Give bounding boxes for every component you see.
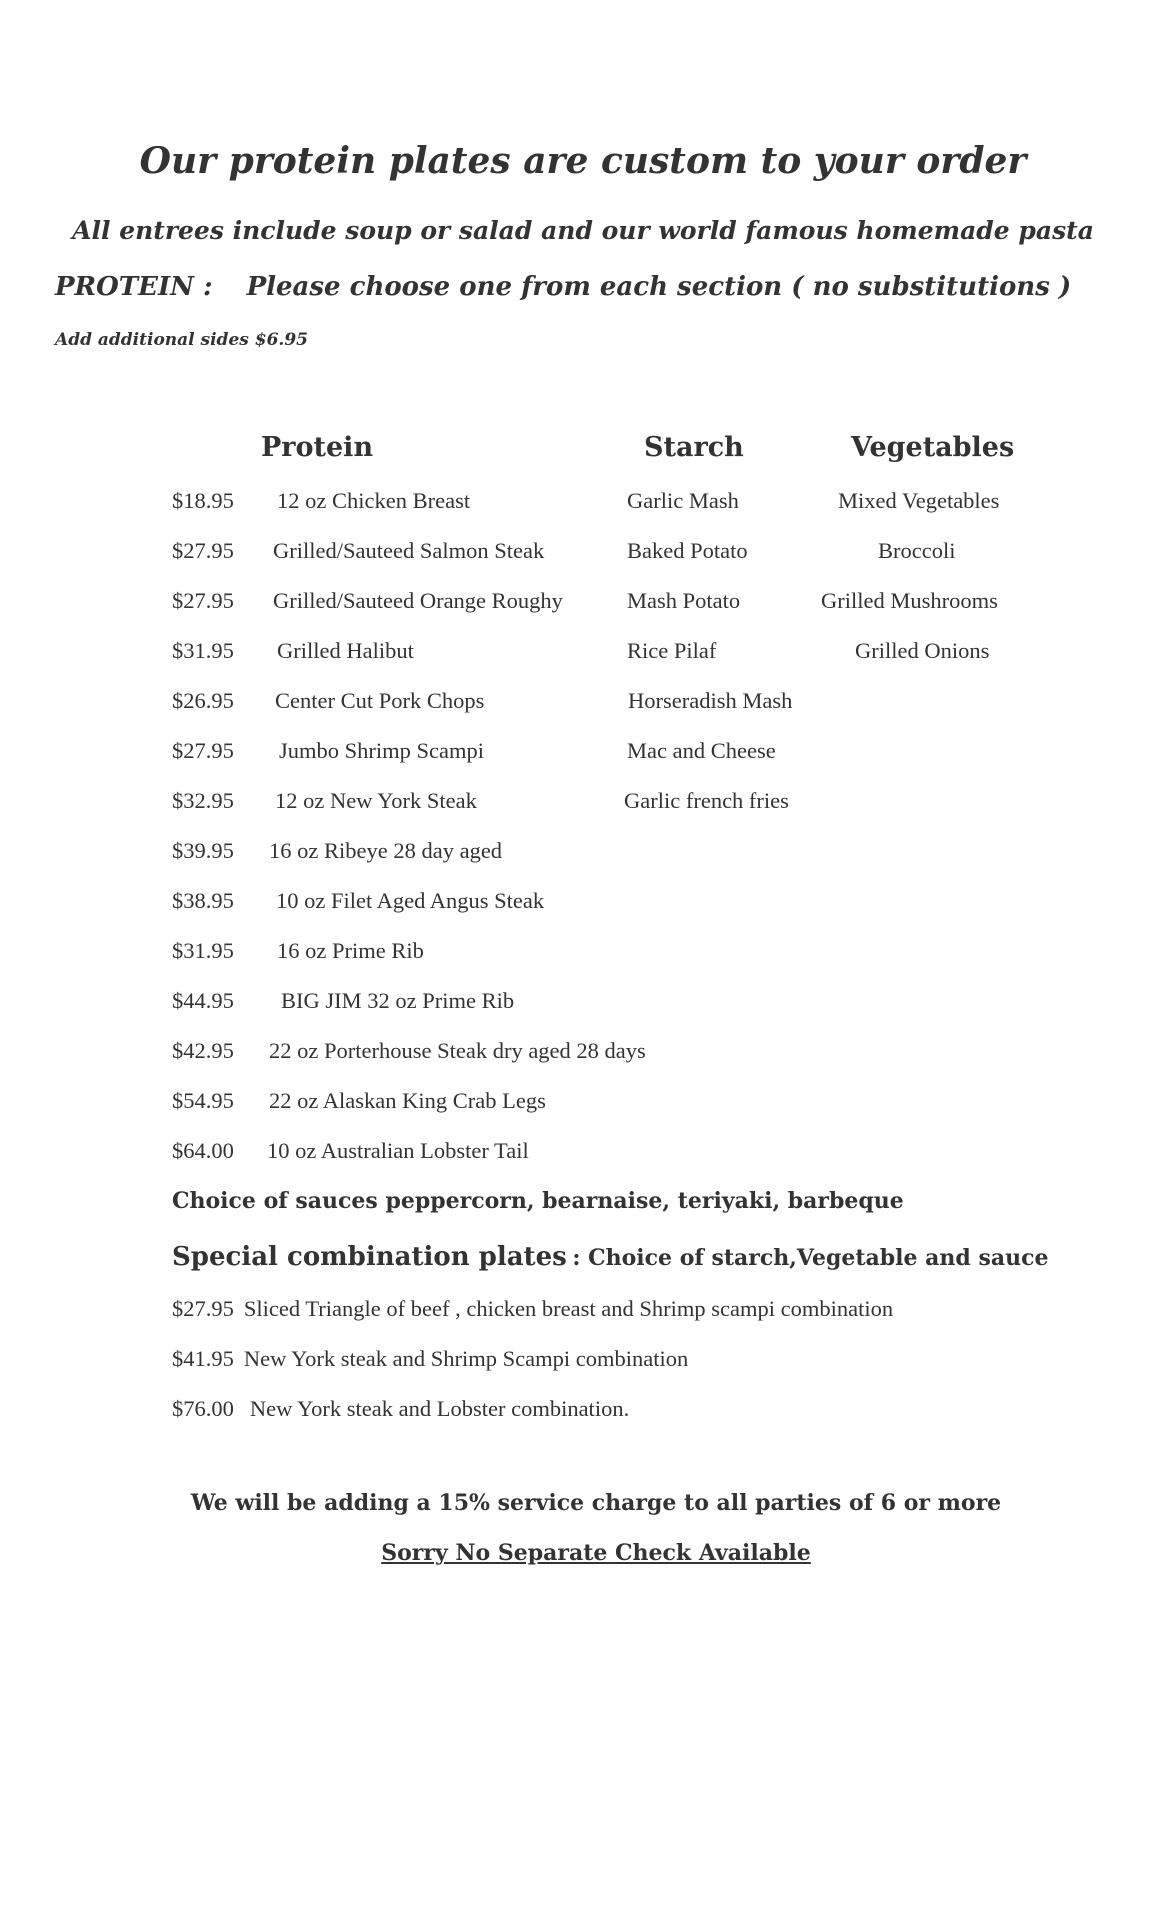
combination-price: $27.95 bbox=[172, 1296, 234, 1321]
protein-price: $32.95 bbox=[172, 788, 234, 813]
starch-item: Horseradish Mash bbox=[628, 688, 793, 713]
starch-item: Garlic french fries bbox=[624, 788, 789, 813]
combination-item bbox=[172, 1346, 688, 1372]
protein-price: $26.95 bbox=[172, 688, 234, 713]
column-header-protein: Protein bbox=[261, 432, 374, 463]
special-combination-heading bbox=[172, 1242, 1049, 1272]
protein-name: 12 oz Chicken Breast bbox=[277, 488, 471, 513]
protein-price: $27.95 bbox=[172, 538, 234, 563]
combination-item bbox=[172, 1296, 893, 1322]
protein-price: $44.95 bbox=[172, 988, 234, 1013]
protein-name: 10 oz Filet Aged Angus Steak bbox=[276, 888, 545, 913]
page-title: Our protein plates are custom to your order bbox=[139, 140, 1027, 182]
protein-price: $39.95 bbox=[172, 838, 234, 863]
combination-name: New York steak and Shrimp Scampi combination bbox=[243, 1346, 689, 1371]
protein-name: 10 oz Australian Lobster Tail bbox=[267, 1138, 529, 1163]
sauces-note: Choice of sauces peppercorn, bearnaise, teriyaki, barbeque bbox=[172, 1188, 904, 1214]
protein-name: 16 oz Prime Rib bbox=[277, 938, 424, 963]
protein-name: 16 oz Ribeye 28 day aged bbox=[269, 838, 503, 863]
entrees-note: All entrees include soup or salad and our world famous homemade pasta bbox=[72, 216, 1094, 245]
protein-name: Grilled Halibut bbox=[277, 638, 414, 663]
combination-name: Sliced Triangle of beef , chicken breast and Shrimp scampi combination bbox=[243, 1296, 894, 1321]
service-charge-note: We will be adding a 15% service charge to all parties of 6 or more bbox=[190, 1490, 1002, 1516]
protein-name: 12 oz New York Steak bbox=[275, 788, 477, 813]
protein-price: $31.95 bbox=[172, 638, 234, 663]
special-title: Special combination plates bbox=[172, 1242, 567, 1272]
protein-price: $18.95 bbox=[172, 488, 234, 513]
protein-name: Center Cut Pork Chops bbox=[275, 688, 485, 713]
vegetable-item: Mixed Vegetables bbox=[838, 488, 1000, 513]
protein-price: $31.95 bbox=[172, 938, 234, 963]
no-separate-check-note: Sorry No Separate Check Available bbox=[381, 1540, 811, 1566]
starch-item: Garlic Mash bbox=[627, 488, 739, 513]
starch-item: Mac and Cheese bbox=[627, 738, 776, 763]
protein-name: BIG JIM 32 oz Prime Rib bbox=[281, 988, 515, 1013]
combination-price: $76.00 bbox=[172, 1396, 234, 1421]
combination-price: $41.95 bbox=[172, 1346, 234, 1371]
protein-label: PROTEIN : bbox=[55, 272, 213, 302]
instruction-text: Please choose one from each section ( no substitutions ) bbox=[246, 272, 1072, 302]
protein-price: $64.00 bbox=[172, 1138, 234, 1163]
protein-name: 22 oz Alaskan King Crab Legs bbox=[269, 1088, 546, 1113]
vegetable-item: Grilled Mushrooms bbox=[821, 588, 998, 613]
combination-name: New York steak and Lobster combination. bbox=[249, 1396, 630, 1421]
vegetable-item: Grilled Onions bbox=[855, 638, 990, 663]
additional-sides-note: Add additional sides $6.95 bbox=[55, 330, 308, 350]
protein-name: 22 oz Porterhouse Steak dry aged 28 days bbox=[269, 1038, 646, 1063]
special-subtitle: : Choice of starch,Vegetable and sauce bbox=[572, 1245, 1049, 1271]
protein-name: Grilled/Sauteed Orange Roughy bbox=[273, 588, 563, 613]
protein-price: $27.95 bbox=[172, 738, 234, 763]
vegetable-item: Broccoli bbox=[878, 538, 956, 563]
protein-price: $27.95 bbox=[172, 588, 234, 613]
protein-price: $54.95 bbox=[172, 1088, 234, 1113]
protein-instruction bbox=[55, 272, 1071, 302]
starch-item: Baked Potato bbox=[627, 538, 748, 563]
starch-item: Mash Potato bbox=[627, 588, 741, 613]
starch-item: Rice Pilaf bbox=[627, 638, 717, 663]
column-header-vegetables: Vegetables bbox=[851, 432, 1015, 463]
protein-price: $38.95 bbox=[172, 888, 234, 913]
protein-name: Grilled/Sauteed Salmon Steak bbox=[273, 538, 545, 563]
protein-name: Jumbo Shrimp Scampi bbox=[279, 738, 485, 763]
protein-price: $42.95 bbox=[172, 1038, 234, 1063]
column-header-starch: Starch bbox=[644, 432, 744, 463]
combination-item bbox=[172, 1396, 629, 1422]
